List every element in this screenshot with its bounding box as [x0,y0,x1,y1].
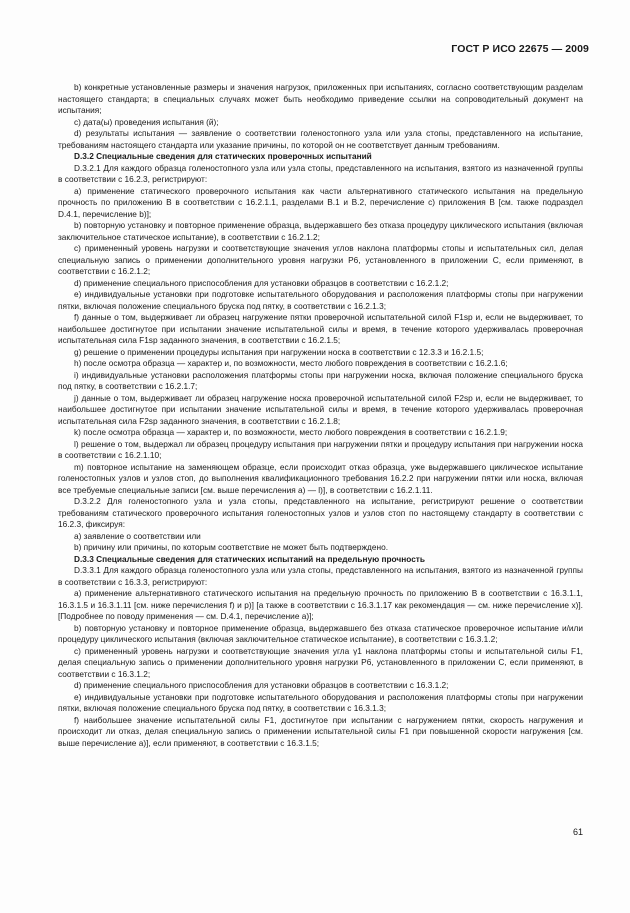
section-heading: D.3.2 Специальные сведения для статических проверочных испытаний [74,151,372,161]
paragraph: k) после осмотра образца — характер и, по возможности, место любого повреждения в соответствии с 16.2.1.9; [74,427,508,437]
paragraph: m) повторное испытание на заменяющем образце, если происходит отказ образца, уже выдержавшего циклическое испытание голеностопных узлов и узлов стоп, до выполнения квалификационного требования 16.2.2 при нагружении пятки или носка, включая все требуемые специальные записи [см. выше перечисления а) — l)], в соответствии с 16.2.1.11. [58,461,583,495]
paragraph: c) примененный уровень нагрузки и соответствующие значения угла γ1 наклона платформы стопы и испытательной силы F1, делая специальную запись о применении дополнительного уровня нагрузки Р6, установленного в приложении С, если применяют, в соответствии с 16.3.1.2; [58,645,583,679]
paragraph: b) конкретные установленные размеры и значения нагрузок, приложенных при испытаниях, согласно соответствующим разделам настоящего стандарта; в специальных случаях может быть необходимо приведение ссылки на сопроводительный документ на испытания; [58,82,583,115]
paragraph: a) применение статического проверочного испытания как части альтернативного статического испытания на предельную прочность по приложению В в соответствии с 16.2.1.1, разделами В.1 и В.2, перечисление с) приложения В [см. также подраздел D.4.1, перечисление b)]; [58,185,583,219]
paragraph: j) данные о том, выдерживает ли образец нагружение носка проверочной испытательной силой F2sp и, если не выдерживает, то наибольшее достигнутое при испытании значение испытательной силы и время, в течение которого удерживалась проверочная испытательная сила F2sp заданного значения, в соответствии с 16.2.1.8; [58,392,583,426]
paragraph: l) решение о том, выдержал ли образец процедуру испытания при нагружении пятки и процедуру испытания при нагружении носка в соответствии с 16.2.1.10; [58,438,583,460]
paragraph: a) заявление о соответствии или [74,530,201,541]
paragraph: e) индивидуальные установки при подготовке испытательного оборудования и расположения платформы стопы при нагружении пятки, включая положение специального бруска под пятку, в соответствии с 16.3.1.3; [58,691,583,713]
document-header: ГОСТ Р ИСО 22675 — 2009 [451,43,589,55]
paragraph: i) индивидуальные установки расположения платформы стопы при нагружении носка, включая положение специального бруска под пятку, в соответствии с 16.2.1.7; [58,369,583,391]
paragraph: f) данные о том, выдерживает ли образец нагружение пятки проверочной испытательной силой F1sp и, если не выдерживает, то наибольшее достигнутое при испытании значение испытательной силы и время, в течение которого удерживалась проверочная испытательная сила F1sp заданного значения, в соответствии с 16.2.1.5; [58,312,583,345]
paragraph: e) индивидуальные установки при подготовке испытательного оборудования и расположения платформы стопы при нагружении пятки, включая положение специального бруска под пятку, в соответствии с 16.2.1.3; [58,289,583,311]
page-body [58,82,583,749]
paragraph: b) повторную установку и повторное применение образца, выдержавшего без отказа процедуру циклического испытания (включая заключительное статическое испытание), в соответствии с 16.2.1.2; [58,220,583,242]
paragraph: a) применение альтернативного статического испытания на предельную прочность по приложению В в соответствии с 16.3.1.1, 16.3.1.5 и 16.3.1.11 [см. ниже перечисления f) и p)] [а также в соответствии с 16.3.1.17 как рекомендация — см. ниже перечисление x)]. [Подробнее по поводу применения — см. D.4.1, перечисление а)]; [58,588,583,621]
paragraph: d) применение специального приспособления для установки образцов в соответствии с 16.3.1.2; [74,680,449,690]
page-number: 61 [572,827,583,837]
paragraph: D.3.3.1 Для каждого образца голеностопного узла или узла стопы, представленного на испытания, взятого из назначенной группы в соответствии с 16.3.3, регистрируют: [58,565,583,587]
paragraph: c) примененный уровень нагрузки и соответствующие значения углов наклона платформы стопы и испытательных сил, делая специальную запись о применении дополнительного уровня нагрузки Р6, установленного в приложении С, если применяют, в соответствии с 16.2.1.2; [58,243,583,276]
paragraph: h) после осмотра образца — характер и, по возможности, место любого повреждения в соответствии с 16.2.1.6; [74,358,508,368]
paragraph: f) наибольшее значение испытательной силы F1, достигнутое при испытании с нагружением пятки, скорость нагружения и происходит ли отказ, делая специальную запись о применении испытательной силы F1 при повышенной скорости нагружения [см. выше перечисление а)], если применяют, в соответствии с 16.3.1.5; [58,714,583,748]
paragraph: c) дата(ы) проведения испытания (й); [74,116,219,127]
paragraph: b) причину или причины, по которым соответствие не может быть подтверждено. [74,542,389,552]
paragraph: g) решение о применении процедуры испытания при нагружении носка в соответствии с 12.3.3 и 16.2.1.5; [74,346,484,357]
paragraph: D.3.2.2 Для голеностопного узла и узла стопы, представленного на испытание, регистрируют решение о соответствии требованиям статического проверочного испытания голеностопных узлов и узлов стоп по настоящему стандарту в соответствии с 16.2.3, фиксируя: [58,496,583,529]
paragraph: b) повторную установку и повторное применение образца, выдержавшего без отказа статическое проверочное испытание и/или процедуру циклического испытания (включая заключительное статическое испытание), в соответствии с 16.3.1.2; [58,622,583,644]
paragraph: d) применение специального приспособления для установки образцов в соответствии с 16.2.1.2; [74,277,449,288]
section-heading: D.3.3 Специальные сведения для статических испытаний на предельную прочность [74,553,425,564]
paragraph: d) результаты испытания — заявление о соответствии голеностопного узла или узла стопы, представленного на испытание, требованиям настоящего стандарта или указание причины, по которой он не соответствует данным требованиям. [58,128,583,150]
paragraph: D.3.2.1 Для каждого образца голеностопного узла или узла стопы, представленного на испытания, взятого из назначенной группы в соответствии с 16.2.3, регистрируют: [58,162,583,184]
